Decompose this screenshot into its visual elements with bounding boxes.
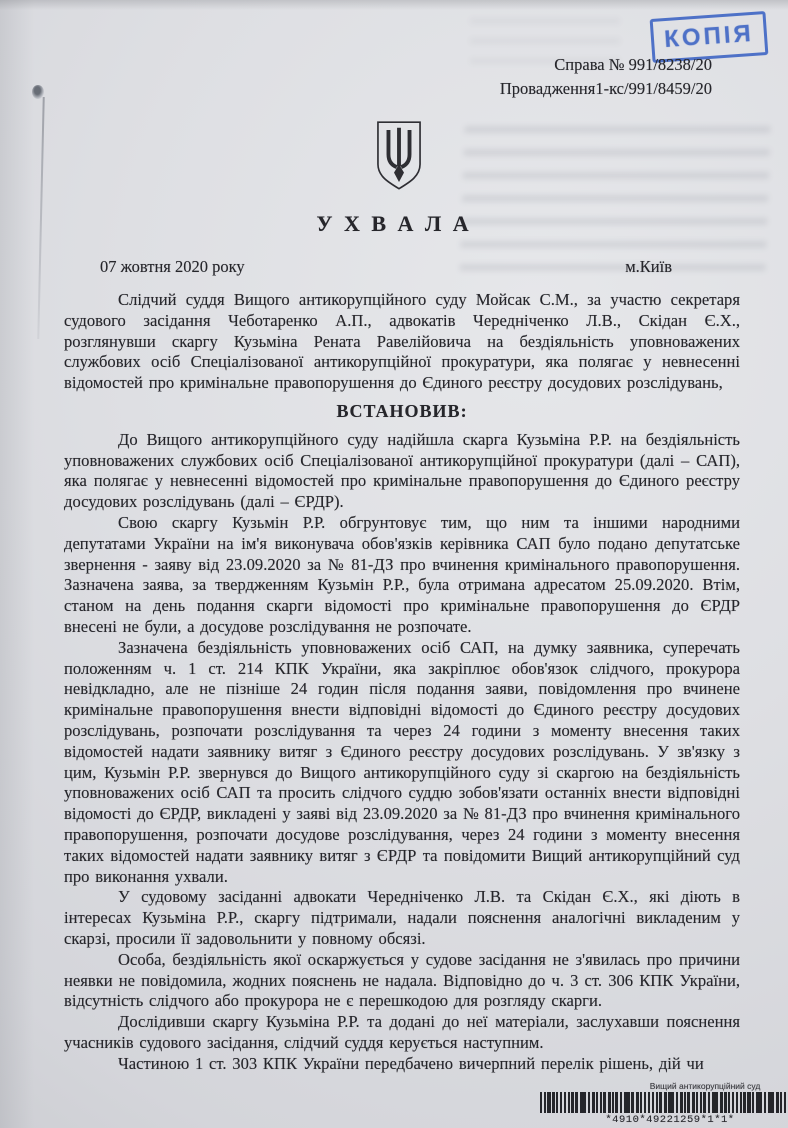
body-paragraph: Зазначена бездіяльність уповноважених осіб САП, на думку заявника, суперечать положенням ч. 1 ст. 214 КПК України, яка закріплює обов'язок слідчого, прокурора невідкладно, але не пізніше 24 годин після подання заяви, повідомлення про вчинене кримінальне правопорушення внести відповідні відомості до Єдиного реєстру досудових розслідувань, розпочати розслідування та через 24 години з моменту внесення таких відомостей надати заявнику витяг з Єдиного реєстру досудових розслідувань. У зв'язку з цим, Кузьмін Р.Р. звернувся до Вищого антикорупційного суду зі скаргою на бездіяльність уповноважених осіб САП та просить слідчого суддю зобов'язати останніх внести відповідні відомості до ЄРДР, викладені у заяві від 23.09.2020 за № 81-ДЗ про вчинення кримінального правопорушення, розпочати досудове розслідування, через 24 години з моменту внесення таких відомостей надати заявнику витяг з ЄРДР та повідомити Вищий антикорупційний суд про виконання ухвали. — [64, 637, 740, 886]
document-title: У Х В А Л А — [316, 211, 472, 236]
body-paragraph: Дослідивши скаргу Кузьміна Р.Р. та додані до неї матеріали, заслухавши пояснення учасників судового засідання, слідчий суддя керується наступним. — [64, 1012, 740, 1052]
body-paragraph: У судовому засіданні адвокати Чередніченко Л.В. та Скідан Є.Х., які діють в інтересах Кузьміна Р.Р., скаргу підтримали, надали пояснення аналогічні викладеним у скарзі, просили її задовольнити у повному обсязі. — [64, 887, 740, 948]
case-number: Справа № 991/8238/20 — [554, 55, 712, 74]
case-numbers — [500, 53, 712, 101]
ukraine-coat-of-arms-icon — [371, 120, 427, 192]
body-paragraph: Свою скаргу Кузьмін Р.Р. обгрунтовує тим, що ним та іншими народними депутатами України на ім'я виконувача обов'язків керівника САП було подано депутатське звернення - заяву від 23.09.2020 за № 81-ДЗ про вчинення кримінального правопорушення. Зазначена заява, за твердженням Кузьмін Р.Р., була отримана адресатом 25.09.2020. Втім, станом на день подання скарги відомості про кримінальне правопорушення до ЄРДР внесені не були, а досудове розслідування не розпочате. — [64, 512, 740, 636]
body-paragraph: До Вищого антикорупційного суду надійшла скарга Кузьміна Р.Р. на бездіяльність уповноважених службових осіб Спеціалізованої антикорупційної прокуратури (далі – САП), яка полягає у невнесенні відомостей про кримінальне правопорушення до Єдиного реєстру досудових розслідувань (далі – ЄРДР). — [64, 429, 740, 512]
barcode — [540, 1092, 788, 1113]
dateline — [100, 257, 672, 277]
document-body — [64, 290, 740, 1074]
copy-stamp-label: КОПІЯ — [663, 19, 755, 54]
decision-city: м.Київ — [625, 257, 672, 276]
preamble-paragraph: Слідчий суддя Вищого антикорупційного суду Мойсак С.М., за участю секретаря судового засідання Чеботаренко А.П., адвокатів Чередніченко Л.В., Скідан Є.Х., розглянувши скаргу Кузьміна Рената Равелійовича на бездіяльність уповноважених службових осіб Спеціалізованої антикорупційної прокуратури, яка полягає у невнесенні відомостей про кримінальне правопорушення до Єдиного реєстру досудових розслідувань, — [64, 290, 740, 393]
proceeding-number: Провадження1-кс/991/8459/20 — [499, 79, 712, 98]
barcode-block — [540, 1081, 788, 1126]
established-heading: ВСТАНОВИВ: — [336, 400, 468, 421]
body-paragraph: Частиною 1 ст. 303 КПК України передбачено вичерпний перелік рішень, дій чи — [118, 1053, 704, 1073]
decision-date: 07 жовтня 2020 року — [100, 257, 245, 276]
bleedthrough-text-artifact — [459, 126, 770, 274]
barcode-court-label: Вищий антикорупційний суд — [649, 1081, 761, 1091]
barcode-number: *4910*49221259*1*1* — [605, 1114, 735, 1126]
body-paragraph: Особа, бездіяльність якої оскаржується у судове засідання не з'явилась про причини неявки не повідомила, жодних пояснень не надала. Відповідно до ч. 3 ст. 306 КПК України, відсутність слідчого або прокурора не є перешкодою для розгляду скарги. — [64, 949, 740, 1011]
